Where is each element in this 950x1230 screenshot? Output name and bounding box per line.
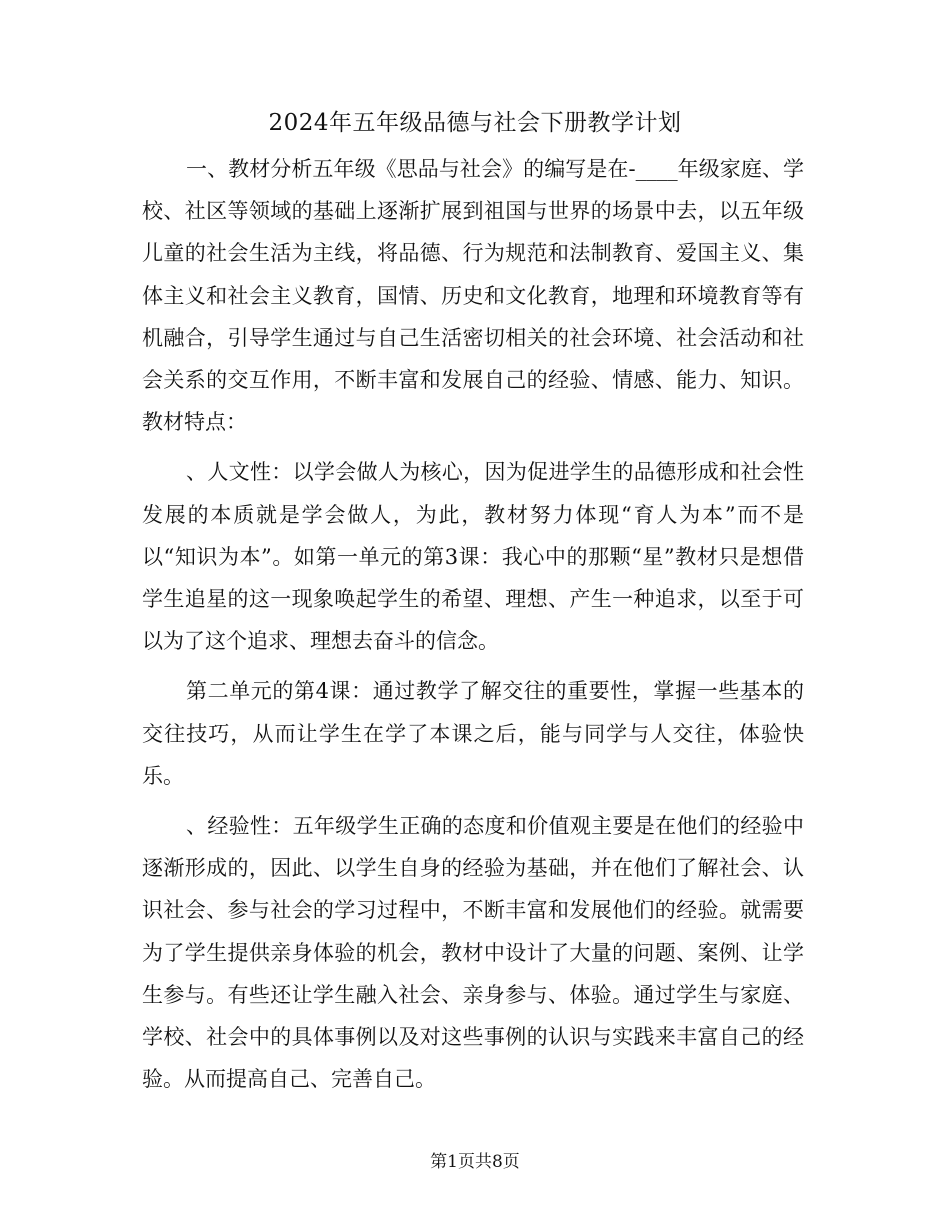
page-number-footer: 第1页共8页 xyxy=(430,1152,520,1172)
paragraph-experiential: 、经验性：五年级学生正确的态度和价值观主要是在他们的经验中逐渐形成的，因此、以学生自身的经验为基础，并在他们了解社会、认识社会、参与社会的学习过程中，不断丰富和发展他们的经验。就需要为了学生提供亲身体验的机会，教材中设计了大量的问题、案例、让学生参与。有些还让学生融入社会、亲身参与、体验。通过学生与家庭、学校、社会中的具体事例以及对这些事例的认识与实践来丰富自己的经验。从而提高自己、完善自己。 xyxy=(142,814,804,1092)
paragraph-humanistic: 、人文性：以学会做人为核心，因为促进学生的品德形成和社会性发展的本质就是学会做人，为此，教材努力体现“育人为本”而不是以“知识为本”。如第一单元的第3课：我心中的那颗“星”教材只是想借学生追星的这一现象唤起学生的希望、理想、产生一种追求，以至于可以为了这个追求、理想去奋斗的信念。 xyxy=(142,460,804,654)
paragraph-textbook-analysis: 一、教材分析五年级《思品与社会》的编写是在-____年级家庭、学校、社区等领域的基础上逐渐扩展到祖国与世界的场景中去，以五年级儿童的社会生活为主线，将品德、行为规范和法制教育、爱国主义、集体主义和社会主义教育，国情、历史和文化教育，地理和环境教育等有机融合，引导学生通过与自己生活密切相关的社会环境、社会活动和社会关系的交互作用，不断丰富和发展自己的经验、情感、能力、知识。教材特点： xyxy=(142,157,804,435)
document-body xyxy=(142,148,804,1100)
document-title: 2024年五年级品德与社会下册教学计划 xyxy=(268,110,682,136)
paragraph-unit-two: 第二单元的第4课：通过教学了解交往的重要性，掌握一些基本的交往技巧，从而让学生在学了本课之后，能与同学与人交往，体验快乐。 xyxy=(142,679,804,788)
